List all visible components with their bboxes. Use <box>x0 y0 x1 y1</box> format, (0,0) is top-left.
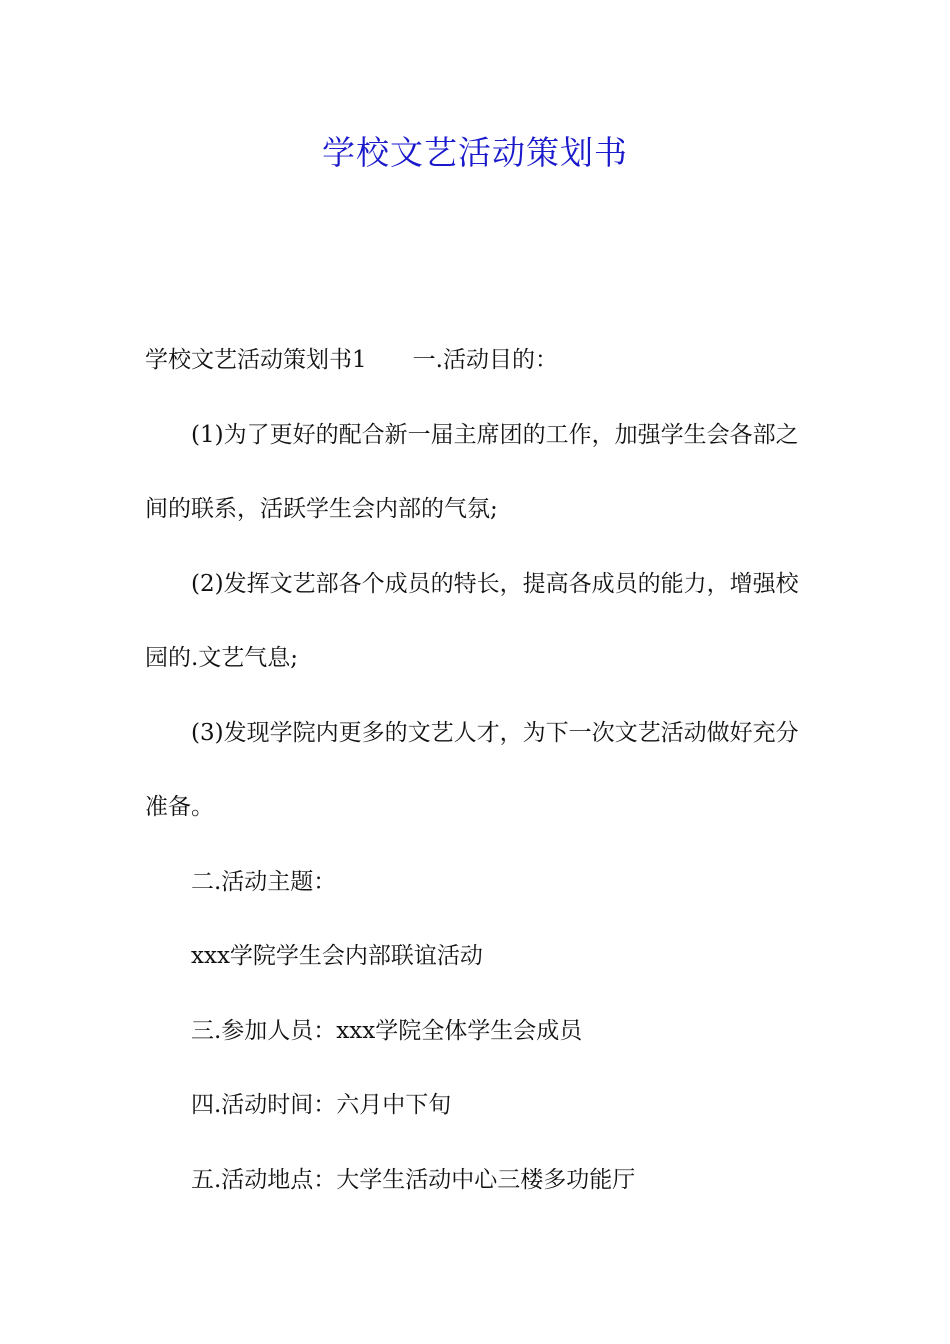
document-body <box>145 323 810 1217</box>
paragraph-intro: 学校文艺活动策划书1 一.活动目的： <box>145 347 558 373</box>
paragraph-purpose-2: (2)发挥文艺部各个成员的特长，提高各成员的能力，增强校园的.文艺气息; <box>145 570 799 671</box>
paragraph-participants: 三.参加人员：xxx学院全体学生会成员 <box>191 1017 583 1044</box>
paragraph-theme: xxx学院学生会内部联谊活动 <box>191 943 483 969</box>
paragraph-purpose-1: (1)为了更好的配合新一届主席团的工作，加强学生会各部之间的联系，活跃学生会内部的气氛; <box>145 421 799 522</box>
paragraph-time: 四.活动时间：六月中下旬 <box>191 1092 452 1118</box>
paragraph-theme-heading: 二.活动主题： <box>191 868 337 895</box>
paragraph-location: 五.活动地点：大学生活动中心三楼多功能厅 <box>191 1166 636 1193</box>
document-title: 学校文艺活动策划书 <box>322 133 628 172</box>
paragraph-purpose-3: (3)发现学院内更多的文艺人才，为下一次文艺活动做好充分准备。 <box>145 719 799 820</box>
